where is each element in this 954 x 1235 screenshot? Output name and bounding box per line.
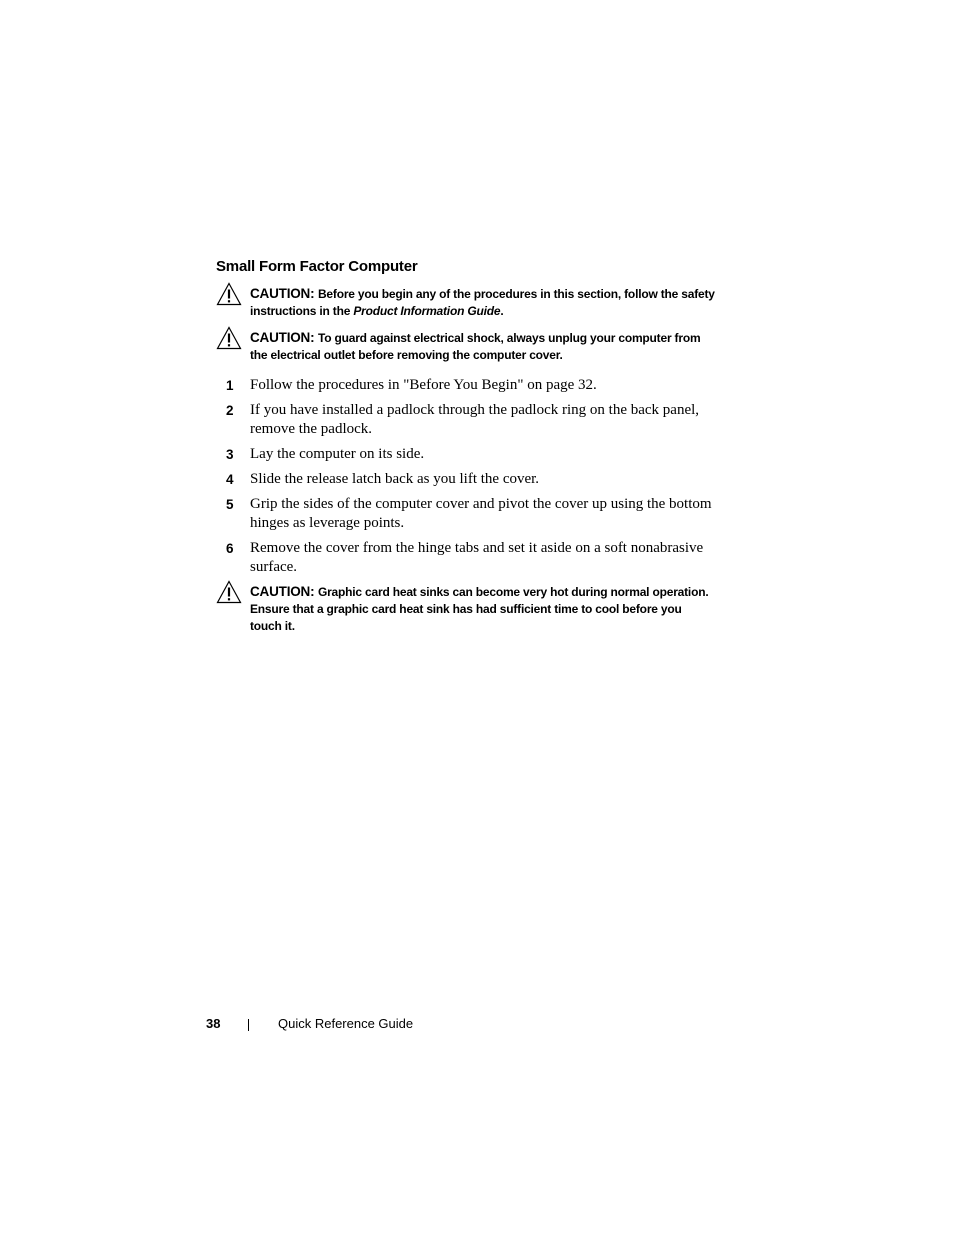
step-number: 4 — [226, 472, 234, 487]
step-text: If you have installed a padlock through the padlock ring on the back panel, remove the padlock. — [250, 402, 700, 437]
warning-triangle-icon — [216, 282, 242, 306]
page-number: 38 — [206, 1016, 221, 1031]
warning-triangle-icon — [216, 580, 242, 604]
step-item — [216, 401, 716, 439]
caution-label: CAUTION: — [250, 330, 315, 345]
step-text: Lay the computer on its side. — [250, 446, 425, 462]
step-number: 2 — [226, 403, 234, 418]
step-text: Remove the cover from the hinge tabs and set it aside on a soft nonabrasive surface. — [250, 540, 704, 575]
footer-divider — [248, 1019, 249, 1031]
caution-label: CAUTION: — [250, 584, 315, 599]
step-item — [216, 539, 716, 577]
section-title: Small Form Factor Computer — [216, 258, 418, 275]
step-number: 1 — [226, 378, 234, 393]
step-number: 6 — [226, 541, 234, 556]
page-content — [216, 258, 716, 644]
caution-label: CAUTION: — [250, 286, 315, 301]
procedure-steps — [216, 376, 716, 577]
caution-emphasis: Product Information Guide — [353, 304, 501, 318]
step-item — [216, 445, 716, 464]
guide-title: Quick Reference Guide — [278, 1016, 414, 1031]
caution-text: Before you begin any of the procedures in this section, follow the safety instructions in the — [250, 287, 715, 318]
step-item — [216, 376, 716, 395]
step-text: Follow the procedures in "Before You Begin" on page 32. — [250, 377, 597, 393]
caution-text: Graphic card heat sinks can become very hot during normal operation. Ensure that a graphic card heat sink has had sufficient time to cool before you touch it. — [250, 585, 709, 633]
caution-notice — [216, 583, 716, 635]
step-number: 5 — [226, 497, 234, 512]
warning-triangle-icon — [216, 326, 242, 350]
step-text: Grip the sides of the computer cover and pivot the cover up using the bottom hinges as leverage points. — [250, 496, 712, 531]
caution-text: To guard against electrical shock, always unplug your computer from the electrical outlet before removing the computer cover. — [250, 331, 701, 362]
caution-text-end: . — [500, 304, 504, 318]
caution-notice — [216, 285, 716, 320]
step-text: Slide the release latch back as you lift the cover. — [250, 471, 540, 487]
step-number: 3 — [226, 447, 234, 462]
step-item — [216, 470, 716, 489]
caution-notice — [216, 329, 716, 364]
step-item — [216, 495, 716, 533]
